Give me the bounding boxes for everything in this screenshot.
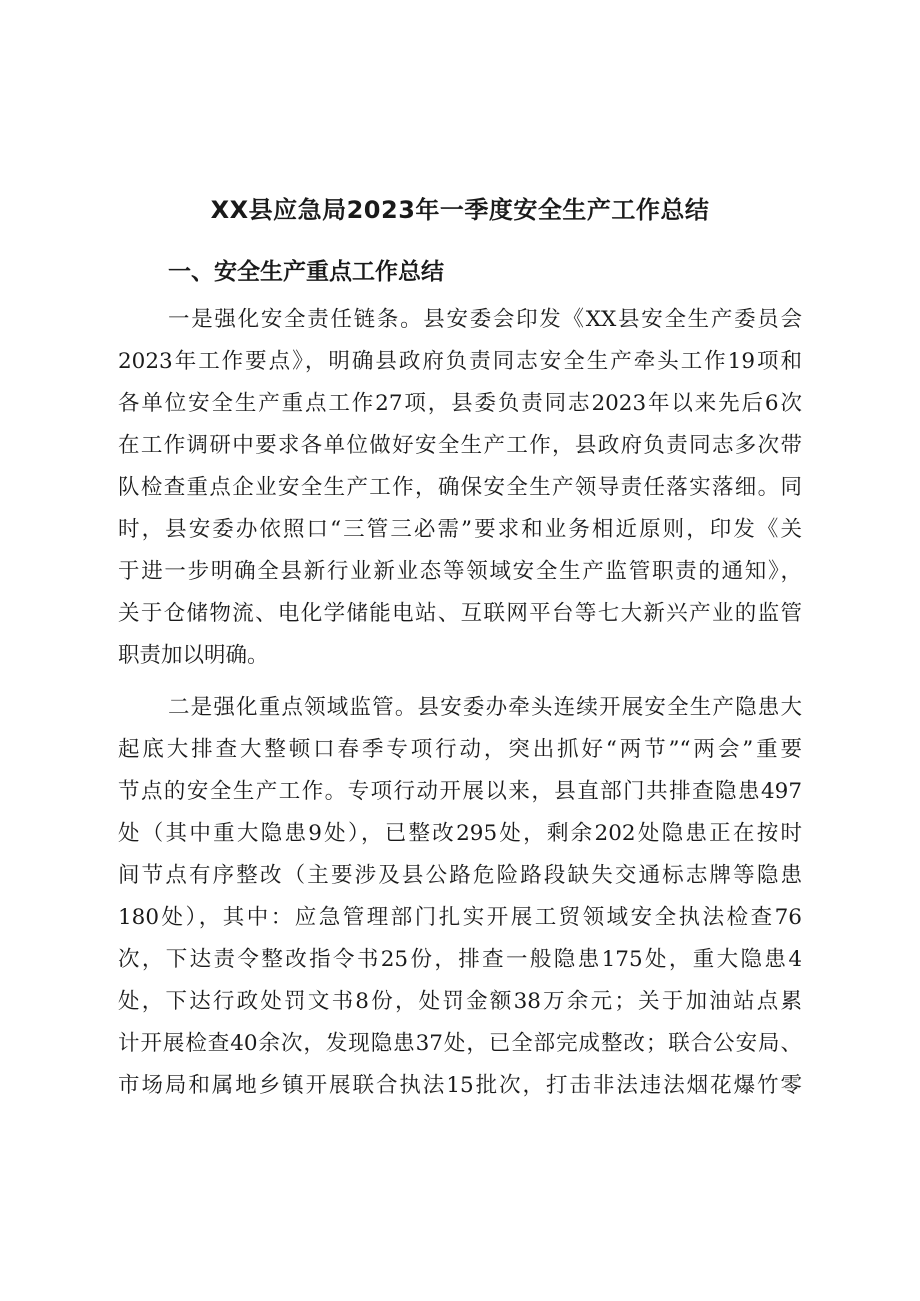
paragraph-line: 次，下达责令整改指令书25份，排查一般隐患175处，重大隐患4 xyxy=(118,947,802,972)
paragraph-line: 职责加以明确。 xyxy=(118,643,269,668)
paragraph-line: 节点的安全生产工作。专项行动开展以来，县直部门共排查隐患497 xyxy=(118,779,802,804)
paragraph-line: 一是强化安全责任链条。县安委会印发《XX县安全生产委员会 xyxy=(168,307,802,332)
paragraph-line: 二是强化重点领域监管。县安委办牵头连续开展安全生产隐患大 xyxy=(168,695,802,720)
paragraph-line: 2023年工作要点》，明确县政府负责同志安全生产牵头工作19项和 xyxy=(118,349,802,374)
paragraph-line: 计开展检查40余次，发现隐患37处，已全部完成整改；联合公安局、 xyxy=(118,1031,802,1056)
paragraph-line: 各单位安全生产重点工作27项，县委负责同志2023年以来先后6次 xyxy=(118,391,802,416)
paragraph-line: 市场局和属地乡镇开展联合执法15批次，打击非法违法烟花爆竹零 xyxy=(118,1073,802,1098)
document-title: XX县应急局2023年一季度安全生产工作总结 xyxy=(210,196,710,224)
paragraph-line: 队检查重点企业安全生产工作，确保安全生产领导责任落实落细。同 xyxy=(118,475,802,500)
paragraph-line: 处，下达行政处罚文书8份，处罚金额38万余元；关于加油站点累 xyxy=(118,989,802,1014)
section-heading: 一、安全生产重点工作总结 xyxy=(168,259,444,285)
paragraph-line: 时，县安委办依照口“三管三必需”要求和业务相近原则，印发《关 xyxy=(118,517,802,542)
paragraph-line: 起底大排查大整顿口春季专项行动，突出抓好“两节”“两会”重要 xyxy=(118,737,802,762)
paragraph-line: 处（其中重大隐患9处），已整改295处，剩余202处隐患正在按时 xyxy=(118,821,802,846)
paragraph-line: 关于仓储物流、电化学储能电站、互联网平台等七大新兴产业的监管 xyxy=(118,601,802,626)
paragraph-line: 180处），其中：应急管理部门扎实开展工贸领域安全执法检查76 xyxy=(118,905,802,930)
paragraph-line: 在工作调研中要求各单位做好安全生产工作，县政府负责同志多次带 xyxy=(118,433,802,458)
paragraph-line: 间节点有序整改（主要涉及县公路危险路段缺失交通标志牌等隐患 xyxy=(118,863,802,888)
paragraph-line: 于进一步明确全县新行业新业态等领域安全生产监管职责的通知》， xyxy=(118,559,802,584)
